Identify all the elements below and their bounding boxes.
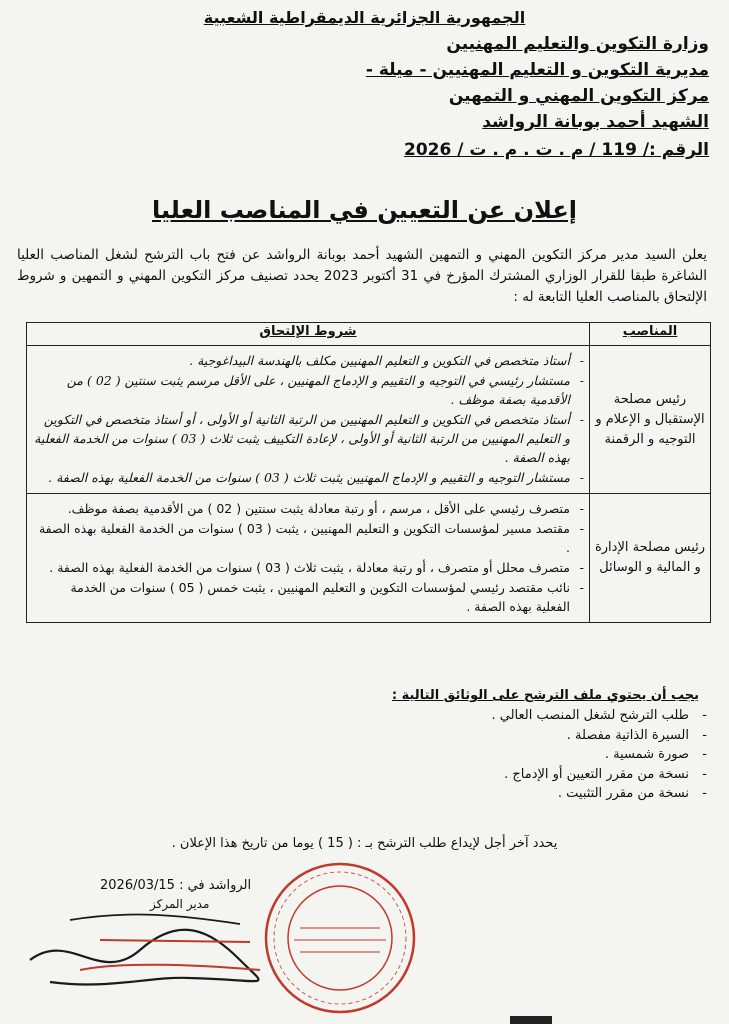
announcement-intro: يعلن السيد مدير مركز التكوين المهني و التمهين الشهيد أحمد بوبانة الرواشد عن فتح باب الترشح لشغل المناصب العليا الشاغرة طبقا للقرار الوزاري المشترك المؤرخ في 31 أكتوبر 2023 يحدد تصنيف مركز التكوين المهني و التمهين و شروط الإلتحاق بالمناصب العليا التابعة له :: [17, 247, 708, 305]
list-item: - طلب الترشح لشغل المنصب العالي .: [492, 706, 708, 726]
signature-role: مدير المركز: [150, 897, 210, 911]
condition-item: - متصرف رئيسي على الأقل ، مرسم ، أو رتبة معادلة يثبت سنتين ( 02 ) من الأقدمية بصفة موظف.: [34, 499, 570, 518]
positions-table: [26, 322, 711, 623]
condition-item: - أستاذ متخصص في التكوين و التعليم المهنيين من الرتبة الثانية أو الأولى ، أو أستاذ متخصص في التكوين و التعليم المهنيين من الرتبة الثانية أو الأولى ، لإعادة التكييف يثبت ثلاث ( 03 ) سنوات من الخدمة الفعلية بهذه الصفة .: [34, 410, 570, 467]
official-stamp: [260, 858, 420, 1018]
header-post: المناصب: [590, 323, 711, 346]
table-header-row: [27, 323, 711, 346]
center-line-2: الشهيد أحمد بوبانة الرواشد: [482, 112, 709, 132]
scan-artifact: [510, 1016, 552, 1024]
handwritten-signature: [10, 890, 280, 1000]
table-row: [27, 494, 711, 623]
condition-item: - نائب مقتصد رئيسي لمؤسسات التكوين و التعليم المهنيين ، يثبت خمس ( 05 ) سنوات من الخدمة الفعلية بهذه الصفة .: [34, 578, 570, 616]
ministry-line: وزارة التكوين والتعليم المهنيين: [446, 34, 709, 54]
announcement-title: إعلان عن التعيين في المناصب العليا: [152, 196, 577, 224]
list-item: - السيرة الذاتية مفصلة .: [492, 726, 708, 746]
post-reception-service: رئيس مصلحة الإستقبال و الإعلام و التوجيه و الرقمنة: [590, 346, 711, 494]
condition-item: - متصرف محلل أو متصرف ، أو رتبة معادلة ، يثبت ثلاث ( 03 ) سنوات من الخدمة الفعلية بهذه الصفة .: [34, 558, 570, 577]
deadline-notice: يحدد آخر أجل لإيداع طلب الترشح بـ : ( 15 ) يوما من تاريخ هذا الإعلان .: [171, 836, 558, 851]
conditions-cell: [27, 494, 590, 623]
list-item: - نسخة من مقرر التثبيت .: [492, 784, 708, 804]
post-administration-service: رئيس مصلحة الإدارة و المالية و الوسائل: [590, 494, 711, 623]
header-conditions: شروط الإلتحاق: [27, 323, 590, 346]
condition-item: - أستاذ متخصص في التكوين و التعليم المهنيين مكلف بالهندسة البيداغوجية .: [34, 351, 570, 370]
directorate-line: مديرية التكوين و التعليم المهنيين - ميلة -: [365, 60, 709, 80]
table-row: [27, 346, 711, 494]
signature-place-date: الرواشد في : 2026/03/15: [100, 878, 252, 893]
republic-title: الجمهورية الجزائرية الديمقراطية الشعبية: [203, 8, 526, 27]
requirements-title: يجب أن يحتوي ملف الترشح على الوثائق التالية :: [391, 688, 699, 703]
conditions-cell: [27, 346, 590, 494]
list-item: - صورة شمسية .: [492, 745, 708, 765]
requirements-list: [492, 706, 708, 804]
condition-item: - مستشار التوجيه و التقييم و الإدماج المهنيين يثبت ثلاث ( 03 ) سنوات من الخدمة الفعلية بهذه الصفة .: [34, 468, 570, 487]
center-line-1: مركز التكوين المهني و التمهين: [448, 86, 709, 106]
list-item: - نسخة من مقرر التعيين أو الإدماج .: [492, 765, 708, 785]
condition-item: - مقتصد مسير لمؤسسات التكوين و التعليم المهنيين ، يثبت ( 03 ) سنوات من الخدمة الفعلية بهذه الصفة .: [34, 519, 570, 557]
reference-number: الرقم :/ 119 / م . ت . م . ت / 2026: [404, 140, 709, 160]
condition-item: - مستشار رئيسي في التوجيه و التقييم و الإدماج المهنيين ، على الأقل مرسم يثبت سنتين ( 02 ) من الأقدمية بصفة موظف .: [34, 371, 570, 409]
